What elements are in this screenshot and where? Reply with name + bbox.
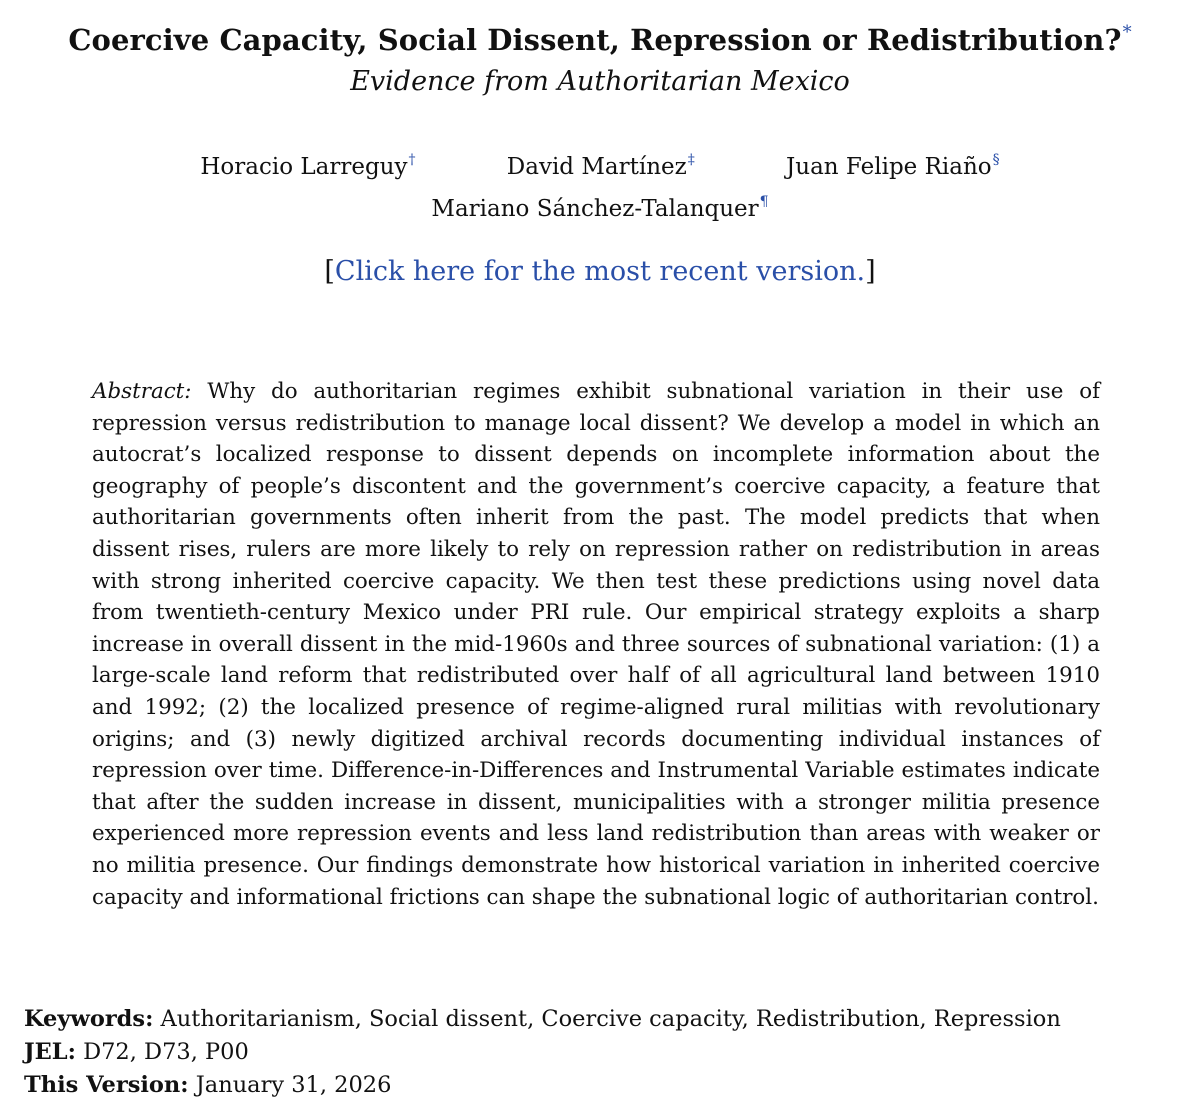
jel-line — [24, 1039, 249, 1065]
author-larreguy — [200, 152, 415, 180]
keywords-label: Keywords: — [24, 1006, 154, 1032]
author-name: Juan Felipe Riaño — [786, 154, 992, 180]
title-footnote-marker[interactable]: * — [1122, 22, 1132, 43]
author-martinez — [507, 152, 695, 180]
recent-version-line — [0, 256, 1200, 287]
authors-row-1 — [0, 152, 1200, 180]
jel-value: D72, D73, P00 — [83, 1039, 249, 1065]
author-name: David Martínez — [506, 154, 687, 180]
paper-subtitle: Evidence from Authoritarian Mexico — [350, 66, 850, 97]
abstract-text: Why do authoritarian regimes exhibit subnational variation in their use of repression versus redistribution to manage local dissent? We develop a model in which an autocrat’s localized response to dissent depends on incomplete information about the geography of people’s discontent and the government’s coercive capacity, a feature that authoritarian governments often inherit from the past. The model predicts that when dissent rises, rulers are more likely to rely on repression rather on redistribution in areas with strong inherited coercive capacity. We then test these predictions using novel data from twentieth-century Mexico under PRI rule. Our empirical strategy exploits a sharp increase in overall dissent in the mid-1960s and three sources of subnational variation: (1) a large-scale land reform that redistributed over half of all agricultural land between 1910 and 1992; (2) the localized presence of regime-aligned rural militias with revolutionary origins; and (3) newly digitized archival records documenting individual instances of repression over time. Difference-in-Differences and Instrumental Variable estimates indicate that after the sudden increase in dissent, municipalities with a stronger militia presence experienced more repression events and less land redistribution than areas with weaker or no militia presence. Our findings demonstrate how historical variation in inherited coercive capacity and informational frictions can shape the subnational logic of authoritarian control. — [92, 379, 1100, 910]
author-riano — [786, 152, 1000, 180]
author-name: Horacio Larreguy — [200, 154, 408, 180]
author-footnote-marker[interactable]: ¶ — [759, 194, 769, 210]
paper-title-text: Coercive Capacity, Social Dissent, Repression or Redistribution? — [68, 23, 1122, 57]
version-value: January 31, 2026 — [195, 1072, 392, 1098]
author-name: Mariano Sánchez-Talanquer — [431, 196, 759, 222]
authors-row-2 — [0, 194, 1200, 222]
keywords-line — [24, 1006, 1061, 1032]
author-sanchez-talanquer — [431, 194, 768, 222]
close-bracket: ] — [865, 256, 876, 287]
author-footnote-marker[interactable]: ‡ — [687, 152, 695, 168]
paper-title — [0, 22, 1200, 57]
recent-version-link[interactable]: Click here for the most recent version. — [334, 256, 866, 287]
keywords-value: Authoritarianism, Social dissent, Coercive capacity, Redistribution, Repression — [160, 1006, 1061, 1032]
jel-label: JEL: — [24, 1039, 76, 1065]
author-footnote-marker[interactable]: § — [992, 152, 1000, 168]
open-bracket: [ — [324, 256, 335, 287]
abstract-label: Abstract: — [92, 379, 192, 404]
version-line — [24, 1072, 391, 1098]
version-label: This Version: — [24, 1072, 189, 1098]
abstract — [92, 376, 1100, 913]
author-footnote-marker[interactable]: † — [408, 152, 416, 168]
